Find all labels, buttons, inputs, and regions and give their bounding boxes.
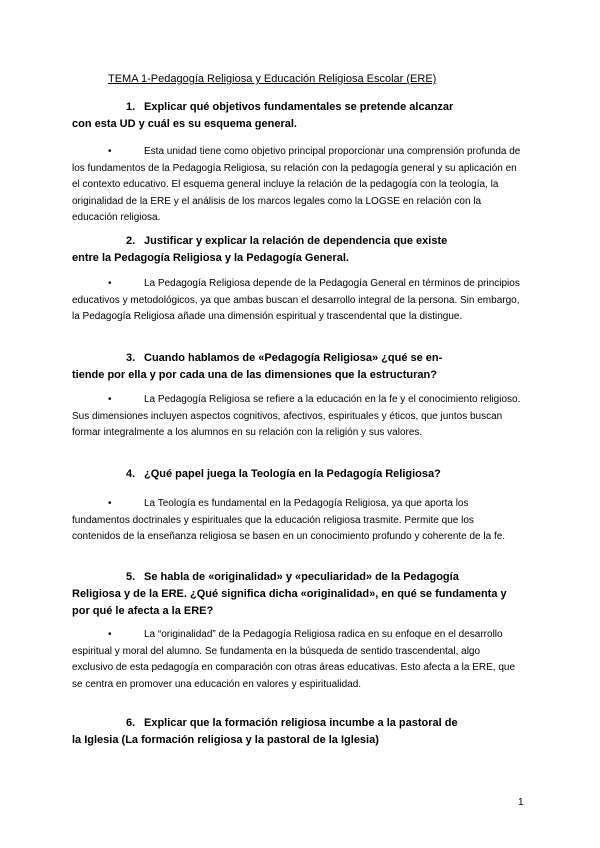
question-number: 1. xyxy=(126,101,136,113)
question-6 xyxy=(72,715,532,749)
question-2 xyxy=(72,233,532,267)
question-text-line1: Justificar y explicar la relación de dependencia que existe xyxy=(144,235,448,247)
question-3 xyxy=(72,350,532,384)
answer-text: Esta unidad tiene como objetivo principal proporcionar una comprensión profunda de los fundamentos de la Pedagogía Religiosa, su relación con la pedagogía general y su aplicación en el contexto educativo. El esquema general incluye la relación de la pedagogía con la teología, la originalidad de la ERE y el análisis de los marcos legales como la LOGSE en relación con la educación religiosa. xyxy=(72,146,521,223)
question-text-line3: por qué le afecta a la ERE? xyxy=(72,605,214,617)
question-number: 2. xyxy=(126,235,136,247)
bullet-marker: • xyxy=(108,278,112,289)
question-text-line1: Se habla de «originalidad» y «peculiaridad» de la Pedagogía xyxy=(144,571,459,583)
question-text-line1: Explicar qué objetivos fundamentales se pretende alcanzar xyxy=(144,101,454,113)
answer-4 xyxy=(72,496,522,546)
question-text-line1: ¿Qué papel juega la Teología en la Pedagogía Religiosa? xyxy=(144,468,441,480)
bullet-marker: • xyxy=(108,394,112,405)
bullet-marker: • xyxy=(108,146,112,157)
question-text-line2: Religiosa y de la ERE. ¿Qué significa dicha «originalidad», en qué se fundamenta y xyxy=(72,588,507,600)
question-text-line2: con esta UD y cuál es su esquema general. xyxy=(72,118,297,130)
answer-2 xyxy=(72,276,522,326)
question-4 xyxy=(72,466,532,483)
question-1 xyxy=(72,99,532,133)
answer-1 xyxy=(72,144,522,227)
question-number: 4. xyxy=(126,468,136,480)
answer-text: La Pedagogía Religiosa depende de la Pedagogía General en términos de principios educativos y metodológicos, ya que ambas buscan el desarrollo integral de la persona. Sin embargo, la Pedagogía Religiosa añade una dimensión espiritual y trascendental que la distingue. xyxy=(72,278,520,322)
answer-text: La Teología es fundamental en la Pedagogía Religiosa, ya que aporta los fundamentos doctrinales y espirituales que la educación religiosa trasmite. Permite que los contenidos de la enseñanza religiosa se basen en un conocimiento profundo y coherente de la fe. xyxy=(72,498,506,542)
question-5 xyxy=(72,569,532,620)
question-number: 3. xyxy=(126,352,136,364)
question-text-line2: entre la Pedagogía Religiosa y la Pedagogía General. xyxy=(72,252,349,264)
question-number: 5. xyxy=(126,571,136,583)
answer-5 xyxy=(72,627,522,693)
question-text-line2: tiende por ella y por cada una de las dimensiones que la estructuran? xyxy=(72,369,437,381)
question-text-line1: Cuando hablamos de «Pedagogía Religiosa» ¿qué se en- xyxy=(144,352,443,364)
answer-text: La Pedagogía Religiosa se refiere a la educación en la fe y el conocimiento religioso. Sus dimensiones incluyen aspectos cognitivos, afectivos, espirituales y éticos, que juntos buscan formar integralmente a los alumnos en su relación con la religión y sus valores. xyxy=(72,394,521,438)
answer-text: La “originalidad” de la Pedagogía Religiosa radica en su enfoque en el desarrollo espiritual y moral del alumno. Se fundamenta en la búsqueda de sentido trascendental, algo exclusivo de esta pedagogía en comparación con otras áreas educativas. Esto afecta a la ERE, que se centra en promover una educación en valores y espiritualidad. xyxy=(72,629,516,690)
bullet-marker: • xyxy=(108,498,112,509)
document-title: TEMA 1-Pedagogía Religiosa y Educación Religiosa Escolar (ERE) xyxy=(108,73,437,85)
question-number: 6. xyxy=(126,717,136,729)
page-number: 1 xyxy=(518,797,524,808)
answer-3 xyxy=(72,392,522,442)
bullet-marker: • xyxy=(108,629,112,640)
question-text-line2: la Iglesia (La formación religiosa y la pastoral de la Iglesia) xyxy=(72,734,379,746)
question-text-line1: Explicar que la formación religiosa incumbe a la pastoral de xyxy=(144,717,458,729)
